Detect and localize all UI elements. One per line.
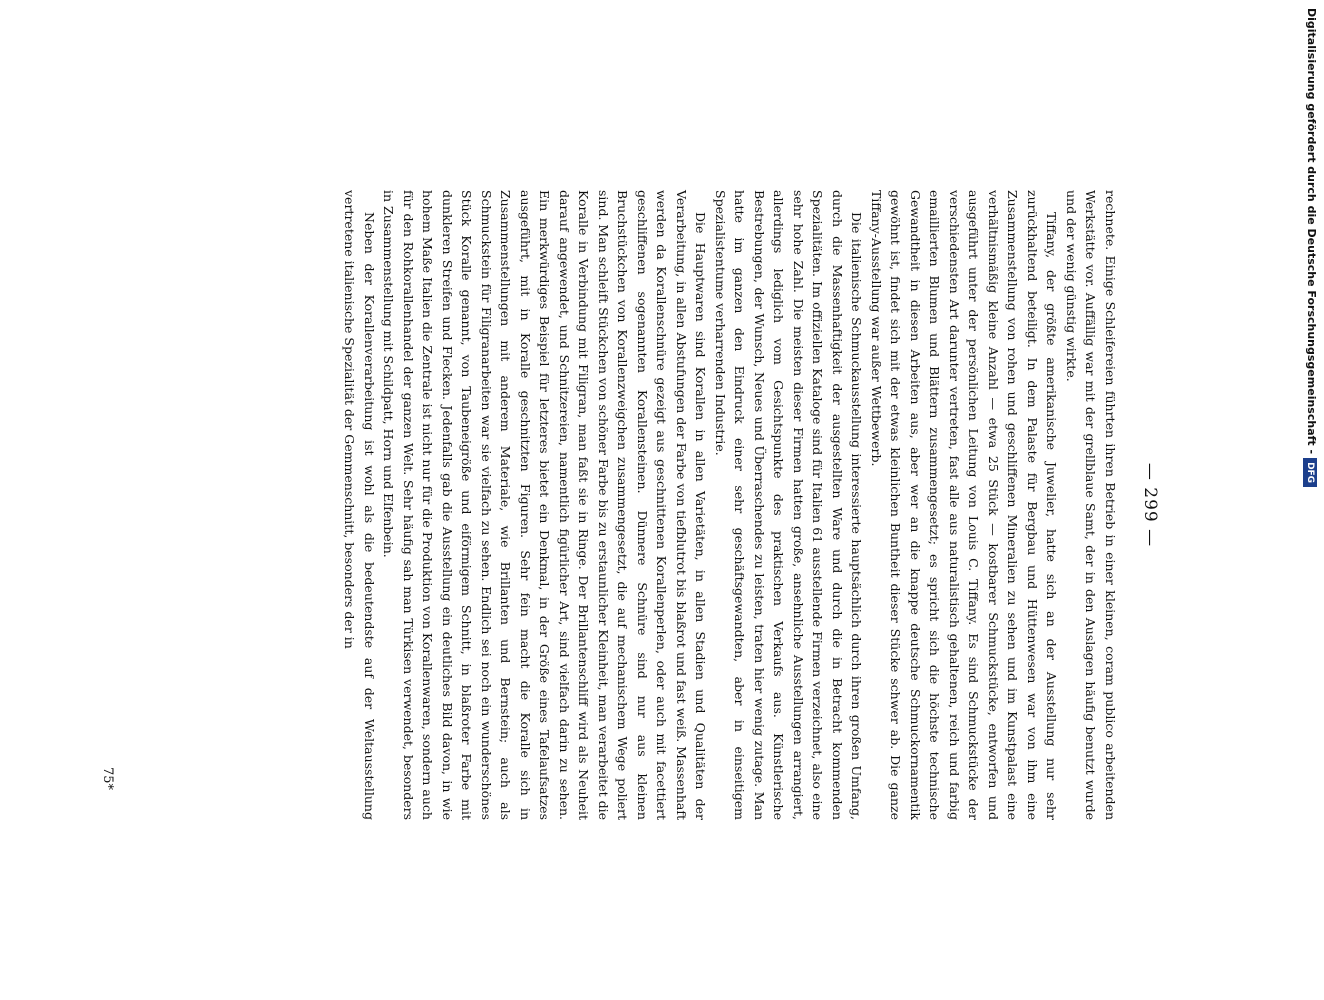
paragraph-5: Neben der Korallenverarbeitung ist wohl als die bedeutendste auf der Weltausstellung vertretene italienische Spezialität der Gemmenschnitt, besonders der in: [342, 190, 377, 820]
paragraph-2: Tiffany, der größte amerikanische Juwelier, hatte sich an der Ausstellung nur sehr zurückhaltend beteiligt. In dem Palaste für Bergbau und Hüttenwesen war von ihm eine Zusammenstellung von rohen und geschliffenen Mineralien zu sehen und im Kunstpalast eine verhältnismäßig kleine Anzahl — etwa 25 Stück — kostbarer Schmuckstücke, entworfen und ausgeführt unter der persönlichen Leitung von Louis C. Tiffany. Es sind Schmuckstücke der verschiedensten Art darunter vertreten, fast alle aus naturalistisch gehaltenen, reich und farbig emaillierten Blumen und Blättern zusammengesetzt; es spricht sich die höchste technische Gewandtheit in diesen Arbeiten aus, aber wer an die knappe deutsche Schmuckornamentik gewöhnt ist, findet sich mit der etwas kleinlichen Buntheit dieser Stücke schwer ab. Die ganze Tiffany-Ausstellung war außer Wettbewerb.: [869, 190, 1060, 820]
paragraph-1: rechnete. Einige Schleifereien führten ihren Betrieb in einer kleinen, coram publico arbeitenden Werkstätte vor. Auffällig war mit der grellblaue Samt, der in den Auslagen häufig benutzt wurde und der wenig günstig wirkte.: [1064, 190, 1118, 820]
digitization-credit: [1303, 8, 1318, 908]
page-body: [80, 190, 1160, 820]
signature-mark: 75*: [100, 766, 115, 790]
paragraph-3: Die italienische Schmuckausstellung interessierte hauptsächlich durch ihren großen Umfang, durch die Massenhaftigkeit der ausgestellten Ware und durch die in Betracht kommenden Spezialitäten. Im offiziellen Kataloge sind für Italien 61 ausstellende Firmen verzeichnet, also eine sehr hohe Zahl. Die meisten dieser Firmen hatten große, ansehnliche Ausstellungen arrangiert, allerdings lediglich vom Gesichtspunkte des praktischen Verkaufs aus. Künstlerische Bestrebungen, der Wunsch, Neues und Überraschendes zu leisten, traten hier wenig zutage. Man hatte im ganzen den Eindruck einer sehr geschäftsgewandten, aber in einseitigem Spezialistentume verharrenden Industrie.: [713, 190, 865, 820]
paragraph-4: Die Hauptwaren sind Korallen in allen Varietäten, in allen Stadien und Qualitäten der Verarbeitung, in allen Abstufungen der Farbe von tiefblutrot bis blaßrot und fast weiß. Massenhaft werden da Korallenschnüre gezeigt aus geschnittenen Korallenperlen, oder auch mit facettiert geschliffenen sogenannten Korallensteinen. Dünnere Schnüre sind nur aus kleinen Bruchstückchen von Korallenzweigchen zusammengesetzt, die auf mechanischem Wege poliert sind. Man schleift Stückchen von schöner Farbe bis zu erstaunlicher Kleinheit, man verarbeitet die Koralle in Verbindung mit Filigran, man faßt sie in Ringe. Der Brillantenschliff wird als Neuheit darauf angewendet, und Schnitzereien, namentlich figürlicher Art, sind vielfach darin zu sehen. Ein merkwürdiges Beispiel für letzteres bietet ein Denkmal, in der Größe eines Tafelaufsatzes ausgeführt, mit in Koralle geschnitzten Figuren. Sehr fein macht die Koralle sich in Zusammenstellungen mit anderem Materiale, wie Brillanten und Bernstein; auch als Schmuckstein für Filigranarbeiten war sie vielfach zu sehen. Endlich sei noch ein wunderschönes Stück Koralle genannt, von Taubeneigröße und eiförmigem Schnitt, in blaßroter Farbe mit dunkleren Streifen und Flecken. Jedenfalls gab die Ausstellung ein deutliches Bild davon, in wie hohem Maße Italien die Zentrale ist nicht nur für die Produktion von Korallenwaren, sondern auch für den Rohkorallenhandel der ganzen Welt. Sehr häufig sah man Türkisen verwendet, besonders in Zusammenstellung mit Schildpatt, Horn und Elfenbein.: [381, 190, 709, 820]
dfg-logo: DFG: [1303, 458, 1317, 487]
credit-label: Digitalisierung gefördert durch die Deutsche Forschungsgemeinschaft -: [1305, 8, 1318, 455]
page-number: — 299 —: [1140, 462, 1160, 548]
main-text: [340, 190, 1120, 820]
